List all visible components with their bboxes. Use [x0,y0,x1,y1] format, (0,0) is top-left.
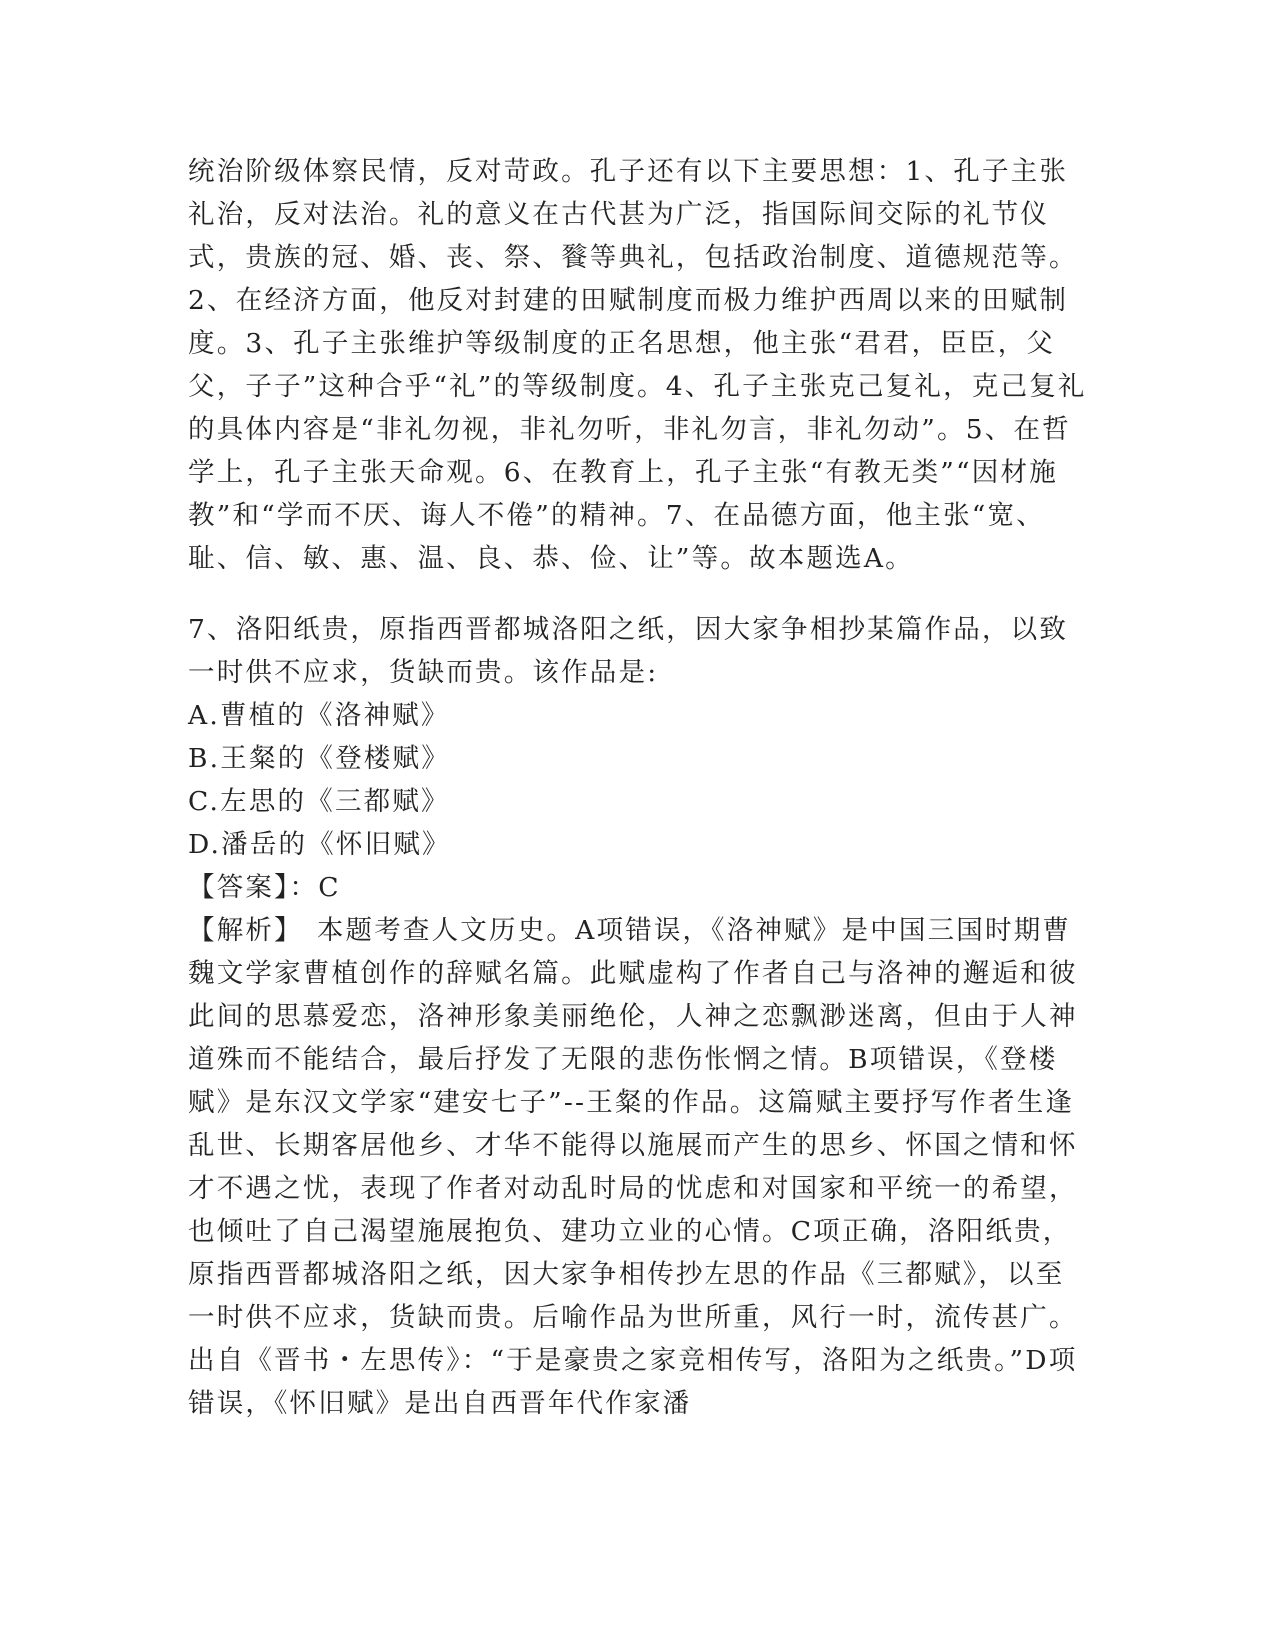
question-block [188,608,1088,1425]
analysis-text: 本题考查人文历史。A项错误，《洛神赋》是中国三国时期曹魏文学家曹植创作的辞赋名篇。此赋虚构了作者自己与洛神的邂逅和彼此间的思慕爱恋，洛神形象美丽绝伦，人神之恋飘渺迷离，但由于人神道殊而不能结合，最后抒发了无限的悲伤怅惘之情。B项错误，《登楼赋》是东汉文学家“建安七子”--王粲的作品。这篇赋主要抒写作者生逢乱世、长期客居他乡、才华不能得以施展而产生的思乡、怀国之情和怀才不遇之忧，表现了作者对动乱时局的忧虑和对国家和平统一的希望，也倾吐了自己渴望施展抱负、建功立业的心情。C项正确，洛阳纸贵，原指西晋都城洛阳之纸，因大家争相传抄左思的作品《三都赋》，以至一时供不应求，货缺而贵。后喻作品为世所重，风行一时，流传甚广。出自《晋书・左思传》：“于是豪贵之家竞相传写，洛阳为之纸贵。”D项错误，《怀旧赋》是出自西晋年代作家潘 [188,915,1078,1419]
document-page [188,150,1088,1425]
previous-explanation: 统治阶级体察民情，反对苛政。孔子还有以下主要思想：1、孔子主张礼治，反对法治。礼的意义在古代甚为广泛，指国际间交际的礼节仪式，贵族的冠、婚、丧、祭、餮等典礼，包括政治制度、道德规范等。2、在经济方面，他反对封建的田赋制度而极力维护西周以来的田赋制度。3、孔子主张维护等级制度的正名思想，他主张“君君，臣臣，父父，子子”这种合乎“礼”的等级制度。4、孔子主张克己复礼，克己复礼的具体内容是“非礼勿视，非礼勿听，非礼勿言，非礼勿动”。5、在哲学上，孔子主张天命观。6、在教育上，孔子主张“有教无类”“因材施教”和“学而不厌、诲人不倦”的精神。7、在品德方面，他主张“宽、耻、信、敏、惠、温、良、恭、俭、让”等。故本题选A。 [188,156,1087,574]
analysis-label: 【解析】 [188,915,303,946]
answer-line [188,866,1088,909]
answer-label: 【答案】： [188,872,319,903]
option-c: C.左思的《三都赋》 [188,786,450,817]
option-a: A.曹植的《洛神赋》 [188,700,450,731]
option-b: B.王粲的《登楼赋》 [188,743,450,774]
option-d: D.潘岳的《怀旧赋》 [188,829,451,860]
analysis [188,909,1088,1425]
spacer [188,580,1088,608]
question-stem: 7、洛阳纸贵，原指西晋都城洛阳之纸，因大家争相抄某篇作品，以致一时供不应求，货缺而贵。该作品是: [188,614,1069,688]
answer-value: C [318,872,341,903]
